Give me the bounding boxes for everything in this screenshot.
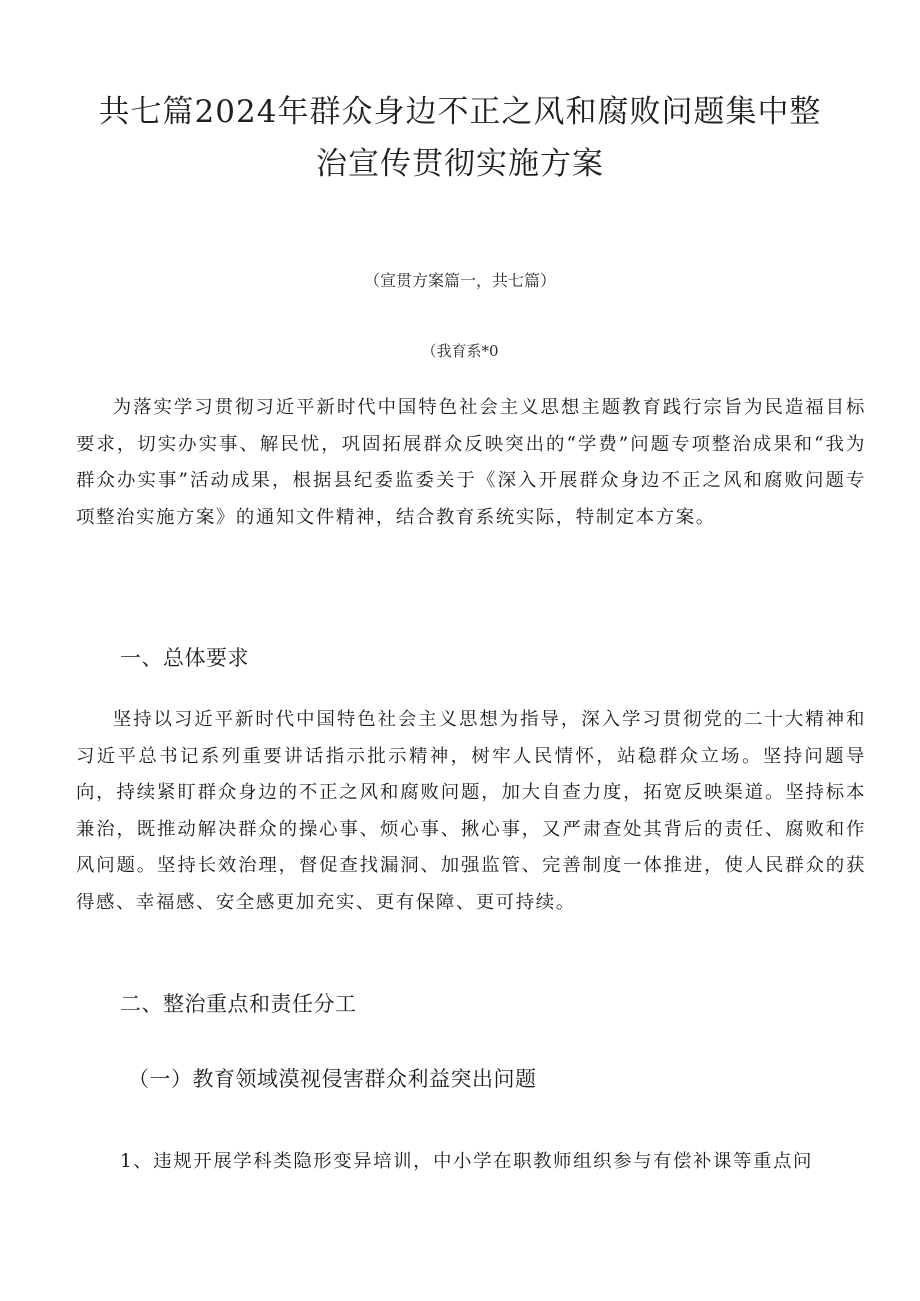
section-heading-rectification-focus: 二、整治重点和责任分工	[120, 992, 357, 1016]
general-requirements-paragraph: 坚持以习近平新时代中国特色社会主义思想为指导，深入学习贯彻党的二十大精神和习近平总书记系列重要讲话指示批示精神，树牢人民情怀，站稳群众立场。坚持问题导向，持续紧盯群众身边的不正之风和腐败问题，加大自查力度，拓宽反映渠道。坚持标本兼治，既推动解决群众的操心事、烦心事、揪心事，又严肃查处其背后的责任、腐败和作风问题。坚持长效治理，督促查找漏洞、加强监管、完善制度一体推进，使人民群众的获得感、幸福感、安全感更加充实、更有保障、更可持续。	[76, 709, 866, 913]
document-org-line: （我育系*0	[421, 342, 499, 360]
document-title-line-1: 共七篇2024年群众身边不正之风和腐败问题集中整	[98, 94, 822, 130]
document-subtitle: （宣贯方案篇一，共七篇）	[363, 271, 556, 290]
list-item-1: 1、违规开展学科类隐形变异培训，中小学在职教师组织参与有偿补课等重点问	[120, 1151, 813, 1172]
intro-paragraph: 为落实学习贯彻习近平新时代中国特色社会主义思想主题教育践行宗旨为民造福目标要求，切实办实事、解民忧，巩固拓展群众反映突出的“学费”问题专项整治成果和“我为群众办实事”活动成果，根据县纪委监委关于《深入开展群众身边不正之风和腐败问题专项整治实施方案》的通知文件精神，结合教育系统实际，特制定本方案。	[76, 397, 866, 528]
document-title-line-2: 治宣传贯彻实施方案	[316, 146, 604, 182]
section-heading-general-requirements: 一、总体要求	[120, 646, 249, 670]
subsection-heading-education: （一）教育领域漠视侵害群众利益突出问题	[128, 1067, 537, 1091]
